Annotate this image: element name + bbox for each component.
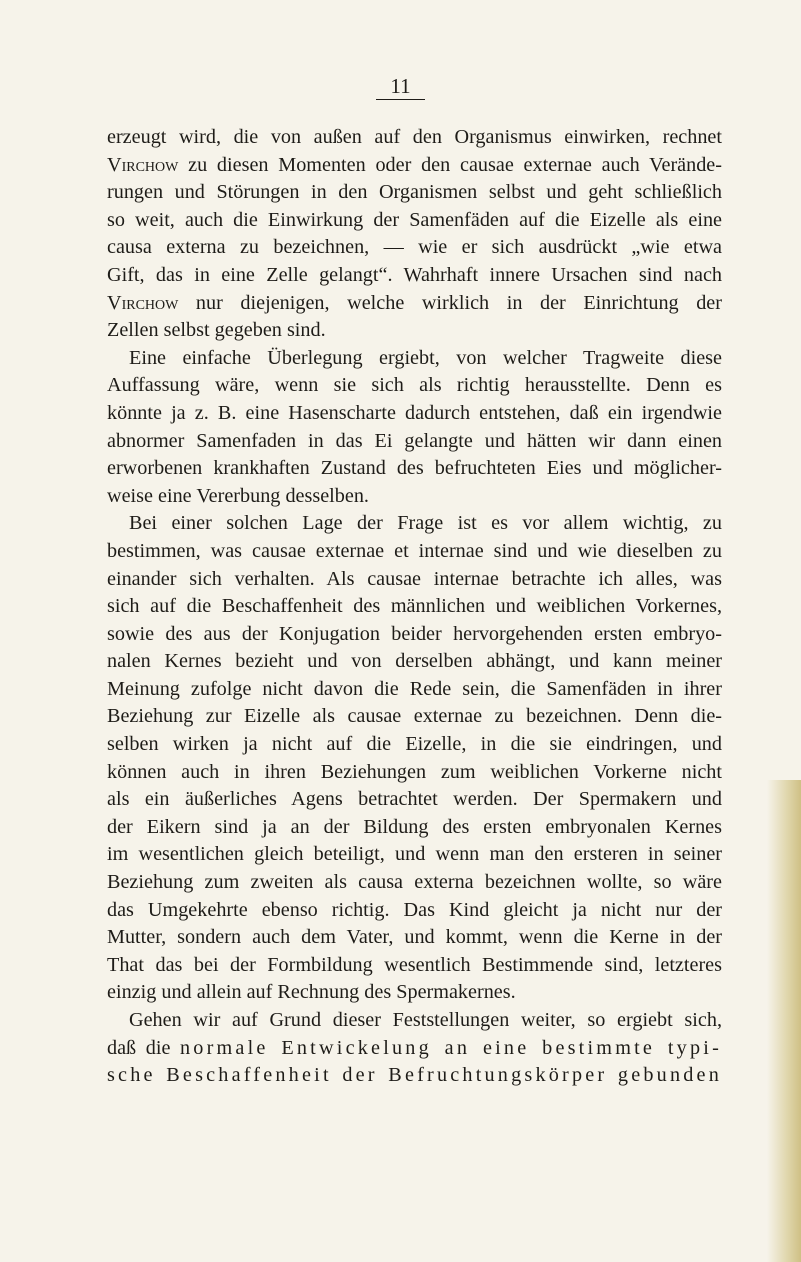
text-line: der Eikern sind ja an der Bildung des ersten embryonalen Kernes	[107, 815, 722, 838]
page-number: 11	[0, 74, 801, 99]
text-line: einander sich verhalten. Als causae internae betrachte ich alles, was	[107, 567, 722, 590]
text-line: sowie des aus der Konjugation beider hervorgehenden ersten embryo-	[107, 622, 722, 645]
text-line: weise eine Vererbung desselben.	[107, 484, 369, 507]
text-line: Virchow zu diesen Momenten oder den causae externae auch Verände-	[107, 153, 722, 176]
text-line: abnormer Samenfaden in das Ei gelangte und hätten wir dann einen	[107, 429, 722, 452]
text-line: Virchow nur diejenigen, welche wirklich in der Einrichtung der	[107, 291, 722, 314]
text-line: so weit, auch die Einwirkung der Samenfäden auf die Eizelle als eine	[107, 208, 722, 231]
text-line: Zellen selbst gegeben sind.	[107, 319, 326, 342]
text-line: rungen und Störungen in den Organismen selbst und geht schließlich	[107, 181, 722, 204]
text-line: das Umgekehrte ebenso richtig. Das Kind gleicht ja nicht nur der	[107, 898, 722, 921]
text-line: causa externa zu bezeichnen, — wie er sich ausdrückt „wie etwa	[107, 236, 722, 259]
text-line: einzig und allein auf Rechnung des Spermakernes.	[107, 981, 516, 1004]
page-edge-discoloration	[767, 780, 801, 1262]
text-line: könnte ja z. B. eine Hasenscharte dadurch entstehen, daß ein irgendwie	[107, 401, 722, 424]
text-line: Auffassung wäre, wenn sie sich als richtig herausstellte. Denn es	[107, 374, 722, 397]
text-line: daß die normale Entwickelung an eine bestimmte typi-	[107, 1036, 722, 1059]
text-line: selben wirken ja nicht auf die Eizelle, in die sie eindringen, und	[107, 733, 722, 756]
text-line: Beziehung zum zweiten als causa externa bezeichnen wollte, so wäre	[107, 871, 722, 894]
emphasized-text: normale Entwickelung an eine bestimmte typi-	[180, 1036, 722, 1059]
emphasized-text: sche Beschaffenheit der Befruchtungskörper gebunden	[107, 1064, 722, 1087]
text-line: Bei einer solchen Lage der Frage ist es vor allem wichtig, zu	[129, 512, 722, 535]
text-line: als ein äußerliches Agens betrachtet werden. Der Spermakern und	[107, 788, 722, 811]
text-line: nalen Kernes bezieht und von derselben abhängt, und kann meiner	[107, 650, 722, 673]
text-line: erzeugt wird, die von außen auf den Organismus einwirken, rechnet	[107, 126, 722, 148]
text-line: im wesentlichen gleich beteiligt, und wenn man den ersteren in seiner	[107, 843, 722, 866]
body-text	[107, 124, 722, 1090]
text-line: Gift, das in eine Zelle gelangt“. Wahrhaft innere Ursachen sind nach	[107, 263, 722, 286]
text-line: Eine einfache Überlegung ergiebt, von welcher Tragweite diese	[129, 346, 722, 369]
text-line: Beziehung zur Eizelle als causae externae zu bezeichnen. Denn die-	[107, 705, 722, 728]
text-line	[107, 1062, 722, 1090]
text-line: bestimmen, was causae externae et internae sind und wie dieselben zu	[107, 539, 722, 562]
text-line: sich auf die Beschaffenheit des männlichen und weiblichen Vorkernes,	[107, 595, 722, 618]
text-line: erworbenen krankhaften Zustand des befruchteten Eies und möglicher-	[107, 457, 722, 480]
author-name: Virchow	[107, 153, 179, 176]
text-line: That das bei der Formbildung wesentlich Bestimmende sind, letzteres	[107, 953, 722, 976]
author-name: Virchow	[107, 291, 179, 314]
text-line: können auch in ihren Beziehungen zum weiblichen Vorkerne nicht	[107, 760, 722, 783]
text-line: Gehen wir auf Grund dieser Feststellungen weiter, so ergiebt sich,	[129, 1009, 722, 1031]
text-line: Meinung zufolge nicht davon die Rede sein, die Samenfäden in ihrer	[107, 677, 722, 700]
text-line: Mutter, sondern auch dem Vater, und kommt, wenn die Kerne in der	[107, 926, 722, 949]
